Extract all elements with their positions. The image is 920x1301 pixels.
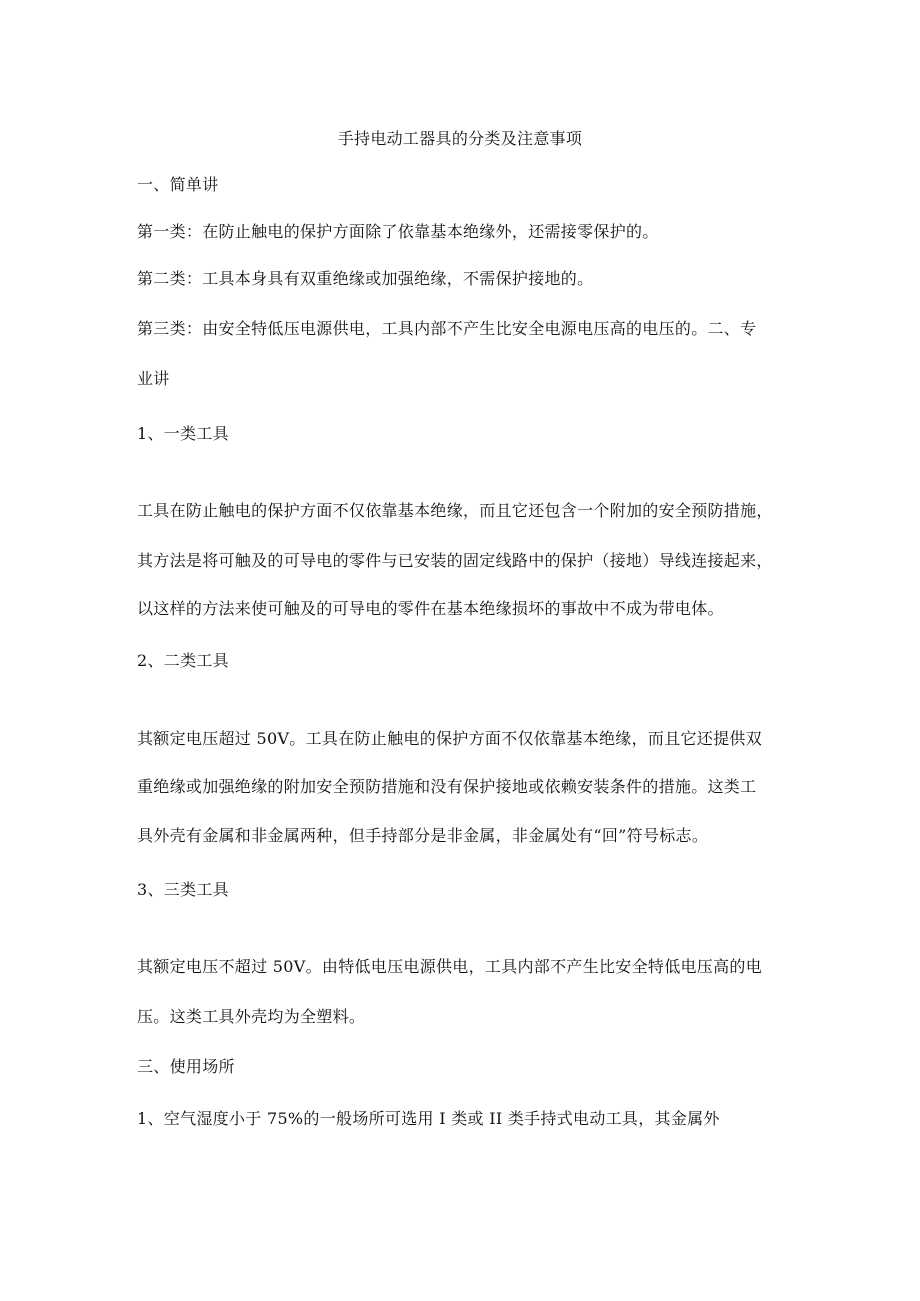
subheading-class1-tools: 1、一类工具: [137, 424, 229, 443]
paragraph-line: 1、空气湿度小于 75%的一般场所可选用 I 类或 II 类手持式电动工具，其金属外: [137, 1109, 720, 1128]
paragraph-line-continued: 业讲: [137, 369, 170, 388]
paragraph-line: 压。这类工具外壳均为全塑料。: [137, 1007, 366, 1026]
paragraph-line: 重绝缘或加强绝缘的附加安全预防措施和没有保护接地或依赖安装条件的措施。这类工: [137, 777, 757, 796]
paragraph-line: 其额定电压不超过 50V。由特低电压电源供电，工具内部不产生比安全特低电压高的电: [137, 957, 763, 976]
subheading-class3-tools: 3、三类工具: [137, 880, 229, 899]
document-title: 手持电动工器具的分类及注意事项: [337, 129, 583, 148]
paragraph-line-class3: 第三类：由安全特低压电源供电，工具内部不产生比安全电源电压高的电压的。二、专: [137, 319, 757, 338]
paragraph-line-class1: 第一类：在防止触电的保护方面除了依靠基本绝缘外，还需接零保护的。: [137, 222, 659, 241]
subheading-class2-tools: 2、二类工具: [137, 651, 229, 670]
paragraph-line: 具外壳有金属和非金属两种，但手持部分是非金属，非金属处有“回”符号标志。: [137, 826, 709, 845]
paragraph-line: 工具在防止触电的保护方面不仅依靠基本绝缘，而且它还包含一个附加的安全预防措施，: [137, 501, 773, 520]
paragraph-line: 以这样的方法来使可触及的可导电的零件在基本绝缘损坏的事故中不成为带电体。: [137, 599, 724, 618]
section-heading-usage: 三、使用场所: [137, 1057, 235, 1076]
paragraph-line: 其方法是将可触及的可导电的零件与已安装的固定线路中的保护（接地）导线连接起来，: [137, 551, 773, 570]
paragraph-line-class2: 第二类：工具本身具有双重绝缘或加强绝缘，不需保护接地的。: [137, 269, 594, 288]
paragraph-line: 其额定电压超过 50V。工具在防止触电的保护方面不仅依靠基本绝缘，而且它还提供双: [137, 729, 763, 748]
section-heading-simple: 一、简单讲: [137, 175, 219, 194]
